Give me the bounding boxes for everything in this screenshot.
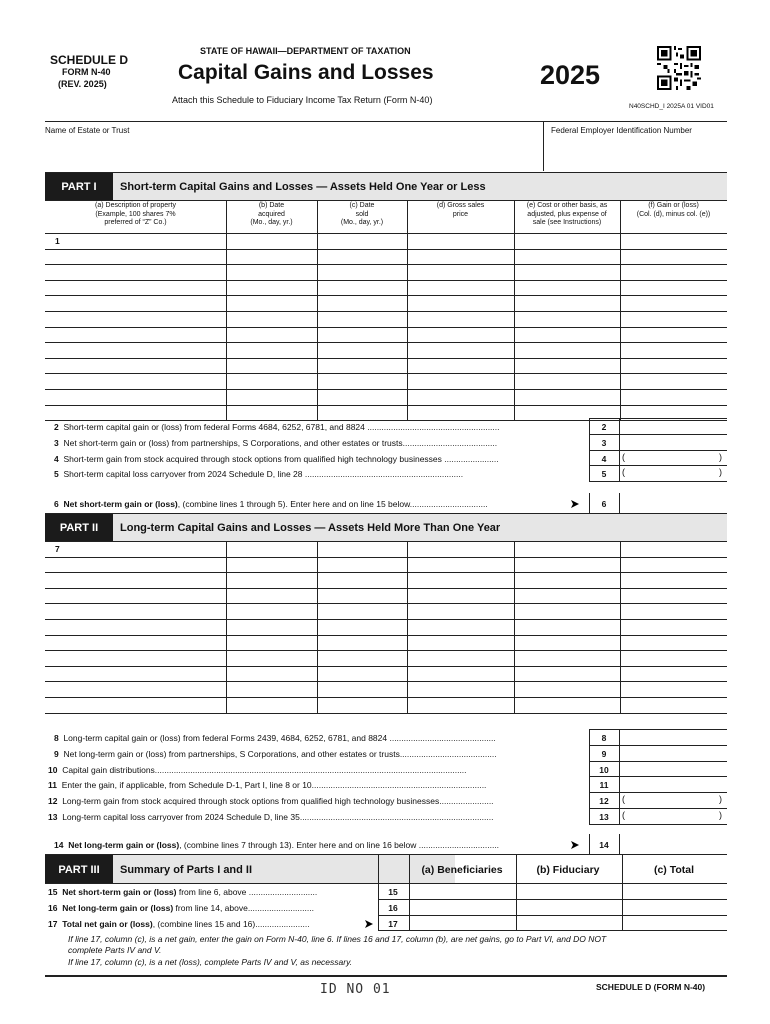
part2-cell-r8-ce[interactable] (515, 651, 619, 666)
part1-cell-r10-cd[interactable] (408, 374, 513, 389)
schedule-label: SCHEDULE D (50, 53, 129, 67)
part1-cell-r3-ce[interactable] (515, 265, 619, 280)
part1-cell-r1-cb[interactable] (227, 234, 316, 249)
part2-cell-r8-cd[interactable] (408, 651, 513, 666)
part2-cell-r7-ca[interactable] (46, 636, 225, 651)
part2-cell-r1-cb[interactable] (227, 542, 316, 557)
part2-line-9-num: 9 (54, 748, 64, 759)
part1-cell-r12-ca[interactable] (46, 406, 225, 421)
part2-cell-r3-cb[interactable] (227, 573, 316, 588)
part3-line-17-fiduciary-field[interactable] (516, 916, 621, 931)
part2-cell-r11-cd[interactable] (408, 698, 513, 713)
part2-cell-r2-cc[interactable] (318, 558, 406, 573)
part1-cell-r3-cf[interactable] (621, 265, 726, 280)
part1-cell-r9-ce[interactable] (515, 359, 619, 374)
part3-line-16-text: from line 14, above............................ (173, 902, 314, 913)
paren-open: ( (622, 451, 625, 462)
part3-line-17-num: 17 (48, 918, 63, 929)
part1-col-head-b: (b) Date acquired (Mo., day, yr.) (250, 202, 293, 226)
part2-cell-r8-cb[interactable] (227, 651, 316, 666)
part2-line-8-text: Long-term capital gain or (loss) from federal Forms 2439, 4684, 6252, 6781, and 8824 ............................................. (63, 733, 496, 743)
part3-line-15-fiduciary-field[interactable] (516, 884, 621, 899)
part2-line-11-amount-field[interactable] (620, 777, 726, 792)
part2-cell-r1-cf[interactable] (621, 542, 726, 557)
part2-line-13-text: Long-term capital loss carryover from 2024 Schedule D, line 35.................................................................................. (62, 812, 494, 822)
line14-amount-field[interactable] (620, 835, 726, 854)
part1-cell-r4-ce[interactable] (515, 281, 619, 296)
part2-cell-r8-cc[interactable] (318, 651, 406, 666)
part2-cell-r3-cf[interactable] (621, 573, 726, 588)
form-number: FORM N-40 (62, 67, 111, 77)
part1-cell-r4-cf[interactable] (621, 281, 726, 296)
total-col-head: (c) Total (653, 863, 695, 876)
part2-cell-r10-cf[interactable] (621, 682, 726, 697)
part2-line-11-num: 11 (48, 780, 62, 791)
part1-line-3-num: 3 (54, 437, 64, 448)
part2-cell-r11-cb[interactable] (227, 698, 316, 713)
part1-cell-r7-ce[interactable] (515, 328, 619, 343)
part3-line-17-bold: Total net gain or (loss) (62, 918, 153, 929)
part2-cell-r3-cc[interactable] (318, 573, 406, 588)
part2-cell-r1-ce[interactable] (515, 542, 619, 557)
part2-line-9 (54, 749, 575, 759)
part2-line-12 (48, 796, 574, 806)
part3-line-15-num: 15 (48, 887, 63, 897)
part2-cell-r9-cd[interactable] (408, 667, 513, 682)
part1-cell-r6-ca[interactable] (46, 312, 225, 327)
part2-line-10-box-num: 10 (599, 764, 609, 775)
note-line3: If line 17, column (c), is a net (loss), complete Parts IV and V, as necessary. (68, 957, 353, 967)
part2-cell-r4-cd[interactable] (408, 589, 513, 604)
part1-cell-r7-ca[interactable] (46, 328, 225, 343)
part2-cell-r11-cc[interactable] (318, 698, 406, 713)
part1-cell-r1-cc[interactable] (318, 234, 406, 249)
part1-cell-r3-cd[interactable] (408, 265, 513, 280)
part1-cell-r1-cd[interactable] (408, 234, 513, 249)
line6 (54, 499, 488, 509)
part1-cell-r10-ce[interactable] (515, 374, 619, 389)
part1-line-5-text: Short-term capital loss carryover from 2024 Schedule D, line 28 ................................................................... (63, 469, 464, 480)
part2-cell-r6-cd[interactable] (408, 620, 513, 635)
part2-cell-r10-ce[interactable] (515, 682, 619, 697)
part3-line-16-box-num: 16 (388, 902, 398, 913)
part2-line-12-text: Long-term gain from stock acquired through stock options from qualified high technology businesses....................... (62, 796, 494, 807)
part2-line-11-text: Enter the gain, if applicable, from Schedule D-1, Part I, line 8 or 10.......................................................................... (61, 780, 487, 791)
agency-name: STATE OF HAWAII—DEPARTMENT OF TAXATION (200, 46, 411, 56)
part2-line-10-amount-field[interactable] (620, 762, 726, 777)
part1-cell-r1-ce[interactable] (515, 234, 619, 249)
part2-line-13 (48, 812, 574, 822)
part2-cell-r2-cf[interactable] (621, 558, 726, 573)
tax-year: 2025 (540, 60, 601, 90)
part1-line-3-amount-field[interactable] (620, 435, 726, 450)
part1-cell-r7-cf[interactable] (621, 328, 726, 343)
part2-cell-r10-ca[interactable] (46, 682, 225, 697)
part1-cell-r10-cf[interactable] (621, 374, 726, 389)
beneficiaries-col-head: (a) Beneficiaries (421, 863, 503, 876)
line6-num: 6 (54, 499, 59, 509)
part2-cell-r5-cf[interactable] (621, 604, 726, 619)
arrow-right-icon (570, 499, 580, 509)
part1-cell-r6-cf[interactable] (621, 312, 726, 327)
part1-cell-r12-cb[interactable] (227, 406, 316, 421)
part2-cell-r2-cd[interactable] (408, 558, 513, 573)
part1-line-4-num: 4 (54, 453, 64, 464)
part2-cell-r9-ce[interactable] (515, 667, 619, 682)
arrow-right-icon (364, 919, 374, 929)
part1-line-4-text: Short-term gain from stock acquired through stock options from qualified high technology businesses ....................... (63, 453, 499, 464)
part1-cell-r12-cd[interactable] (408, 406, 513, 421)
paren-close: ) (719, 794, 722, 805)
part2-cell-r4-cb[interactable] (227, 589, 316, 604)
part1-line-3-text: Net short-term gain or (loss) from partnerships, S Corporations, and other estates or trusts........................................ (63, 437, 498, 448)
part2-cell-r2-ce[interactable] (515, 558, 619, 573)
part1-cell-r12-cc[interactable] (318, 406, 406, 421)
fein-label: Federal Employer Identification Number (551, 126, 692, 135)
part1-cell-r8-cf[interactable] (621, 343, 726, 358)
part2-line-9-box-num: 9 (601, 748, 607, 759)
part3-line-17-text: , (combine lines 15 and 16)....................... (152, 918, 310, 929)
paren-close: ) (719, 451, 722, 462)
part2-cell-r7-cc[interactable] (318, 636, 406, 651)
part1-cell-r5-cb[interactable] (227, 296, 316, 311)
part2-line-12-amount-field[interactable] (620, 793, 726, 808)
part1-tab: PART I (45, 173, 113, 200)
part1-cell-r8-cb[interactable] (227, 343, 316, 358)
part2-cell-r5-cc[interactable] (318, 604, 406, 619)
line14-box-num: 14 (599, 840, 609, 850)
part1-cell-r8-cd[interactable] (408, 343, 513, 358)
part1-cell-r7-cd[interactable] (408, 328, 513, 343)
part1-cell-r3-cc[interactable] (318, 265, 406, 280)
footer-form-name: SCHEDULE D (FORM N-40) (596, 982, 706, 992)
line14 (54, 840, 499, 850)
part2-cell-r6-cc[interactable] (318, 620, 406, 635)
part1-cell-r2-cd[interactable] (408, 250, 513, 265)
part1-cell-r11-ce[interactable] (515, 390, 619, 405)
part1-cell-r4-ca[interactable] (46, 281, 225, 296)
part2-cell-r2-ca[interactable] (46, 558, 225, 573)
part2-cell-r5-cd[interactable] (408, 604, 513, 619)
part1-line-3-box-num: 3 (601, 437, 607, 448)
note-line1: If line 17, column (c), is a net gain, enter the gain on Form N-40, line 6. If lines 16 and 17, column (b), are net gains, go to Part VI, and DO NOT (68, 934, 607, 944)
line14-text: , (combine lines 7 through 13). Enter here and on line 16 below .................................. (179, 840, 500, 850)
part2-cell-r3-ce[interactable] (515, 573, 619, 588)
part1-line-2-box-num: 2 (601, 422, 607, 432)
part1-cell-r2-ce[interactable] (515, 250, 619, 265)
part2-line-10 (48, 765, 574, 775)
paren-open: ( (622, 467, 625, 478)
part2-line-13-num: 13 (48, 812, 63, 822)
part2-line-8-amount-field[interactable] (620, 730, 726, 745)
part1-line-number: 1 (55, 236, 60, 246)
part3-line-15-text: from line 6, above ............................. (176, 887, 318, 897)
part2-tab: PART II (45, 514, 113, 541)
part1-line-5 (54, 469, 575, 479)
part1-cell-r11-ca[interactable] (46, 390, 225, 405)
attach-instruction: Attach this Schedule to Fiduciary Income Tax Return (Form N-40) (172, 95, 433, 105)
part1-col-head-a: (a) Description of property (Example, 100 shares 7% preferred of “Z” Co.) (95, 202, 176, 226)
part3-line-15-bold: Net short-term gain or (loss) (62, 887, 177, 897)
part3-line-15 (48, 887, 317, 897)
id-number: ID NO 01 (320, 982, 391, 997)
part2-cell-r11-ce[interactable] (515, 698, 619, 713)
part2-cell-r11-cf[interactable] (621, 698, 726, 713)
part2-line-13-box-num: 13 (599, 812, 609, 822)
part1-cell-r9-cc[interactable] (318, 359, 406, 374)
part3-line-16-num: 16 (48, 902, 63, 913)
part1-line-2-text: Short-term capital gain or (loss) from federal Forms 4684, 6252, 6781, and 8824 ........................................................ (63, 422, 500, 432)
part2-cell-r3-cd[interactable] (408, 573, 513, 588)
part1-cell-r1-cf[interactable] (621, 234, 726, 249)
part1-cell-r6-ce[interactable] (515, 312, 619, 327)
part1-cell-r8-ce[interactable] (515, 343, 619, 358)
part1-line-4-box-num: 4 (601, 453, 607, 464)
part3-tab: PART III (45, 855, 113, 884)
part1-cell-r11-cf[interactable] (621, 390, 726, 405)
part1-cell-r4-cd[interactable] (408, 281, 513, 296)
part2-line-11-box-num: 11 (599, 780, 609, 791)
part1-line-4-amount-field[interactable] (620, 451, 726, 466)
part1-cell-r2-cf[interactable] (621, 250, 726, 265)
form-code: N40SCHD_I 2025A 01 VID01 (629, 103, 714, 110)
part3-line-17 (48, 919, 310, 929)
part1-cell-r9-cd[interactable] (408, 359, 513, 374)
part3-title: Summary of Parts I and II (120, 863, 253, 876)
part1-line-5-num: 5 (54, 469, 64, 480)
part2-cell-r10-cb[interactable] (227, 682, 316, 697)
estate-name-label: Name of Estate or Trust (45, 126, 130, 135)
part2-cell-r5-ce[interactable] (515, 604, 619, 619)
part3-line-16-beneficiaries-field[interactable] (410, 900, 515, 915)
part2-cell-r6-cb[interactable] (227, 620, 316, 635)
fiduciary-col-head: (b) Fiduciary (536, 863, 600, 876)
part1-cell-r7-cc[interactable] (318, 328, 406, 343)
part2-cell-r1-cc[interactable] (318, 542, 406, 557)
part2-cell-r3-ca[interactable] (46, 573, 225, 588)
part2-line-8-num: 8 (54, 733, 64, 743)
part1-line-2-num: 2 (54, 422, 64, 432)
part2-cell-r7-cd[interactable] (408, 636, 513, 651)
part1-cell-r2-cc[interactable] (318, 250, 406, 265)
estate-name-field[interactable] (45, 137, 541, 171)
part2-cell-r9-cb[interactable] (227, 667, 316, 682)
part2-cell-r5-ca[interactable] (46, 604, 225, 619)
part2-cell-r7-ce[interactable] (515, 636, 619, 651)
part2-cell-r10-cd[interactable] (408, 682, 513, 697)
note-line2: complete Parts IV and V. (68, 945, 162, 955)
part1-cell-r3-ca[interactable] (46, 265, 225, 280)
part2-line-13-amount-field[interactable] (620, 809, 726, 824)
part1-cell-r5-ce[interactable] (515, 296, 619, 311)
part1-cell-r8-cc[interactable] (318, 343, 406, 358)
part3-line-15-box-num: 15 (388, 887, 398, 897)
part1-cell-r9-cf[interactable] (621, 359, 726, 374)
part1-line-2 (54, 422, 575, 432)
part1-cell-r8-ca[interactable] (46, 343, 225, 358)
part2-cell-r11-ca[interactable] (46, 698, 225, 713)
part1-title: Short-term Capital Gains and Losses — Assets Held One Year or Less (120, 180, 486, 193)
part3-line-15-total-field[interactable] (622, 884, 727, 899)
paren-close: ) (719, 467, 722, 478)
paren-close: ) (719, 810, 722, 820)
part1-cell-r9-ca[interactable] (46, 359, 225, 374)
part1-cell-r4-cb[interactable] (227, 281, 316, 296)
part2-cell-r10-cc[interactable] (318, 682, 406, 697)
part1-cell-r10-cb[interactable] (227, 374, 316, 389)
part1-col-head-e: (e) Cost or other basis, as adjusted, plus expense of sale (see Instructions) (526, 202, 608, 226)
paren-open: ( (622, 810, 625, 820)
line6-bold: Net short-term gain or (loss) (63, 499, 178, 509)
part3-line-16-bold: Net long-term gain or (loss) (62, 902, 174, 913)
part1-cell-r1-ca[interactable] (46, 234, 225, 249)
arrow-right-icon (570, 840, 580, 850)
fein-field[interactable] (551, 137, 726, 171)
qr-code-icon (657, 46, 701, 90)
part3-line-16 (48, 903, 314, 913)
part1-cell-r4-cc[interactable] (318, 281, 406, 296)
part2-line-9-amount-field[interactable] (620, 746, 726, 761)
part1-cell-r11-cb[interactable] (227, 390, 316, 405)
part1-cell-r2-cb[interactable] (227, 250, 316, 265)
part2-cell-r8-ca[interactable] (46, 651, 225, 666)
part2-line-12-num: 12 (48, 796, 63, 807)
part1-cell-r9-cb[interactable] (227, 359, 316, 374)
part1-cell-r3-cb[interactable] (227, 265, 316, 280)
part1-cell-r6-cd[interactable] (408, 312, 513, 327)
part1-cell-r5-cc[interactable] (318, 296, 406, 311)
part3-line-17-box-num: 17 (388, 918, 398, 929)
part3-line-15-beneficiaries-field[interactable] (410, 884, 515, 899)
part2-cell-r8-cf[interactable] (621, 651, 726, 666)
line6-amount-field[interactable] (620, 494, 726, 513)
part1-line-5-amount-field[interactable] (620, 466, 726, 481)
part2-cell-r4-cc[interactable] (318, 589, 406, 604)
part2-line-8-box-num: 8 (601, 733, 607, 743)
part2-line-10-num: 10 (48, 764, 63, 775)
part2-line-12-box-num: 12 (599, 796, 609, 807)
part1-header (45, 172, 727, 200)
part1-cell-r2-ca[interactable] (46, 250, 225, 265)
part1-cell-r7-cb[interactable] (227, 328, 316, 343)
part2-cell-r1-ca[interactable] (46, 542, 225, 557)
part2-cell-r4-ca[interactable] (46, 589, 225, 604)
part2-cell-r9-cc[interactable] (318, 667, 406, 682)
line6-box-num: 6 (601, 499, 607, 509)
part3-header (45, 854, 727, 884)
part2-line-8 (54, 733, 575, 743)
part2-line-number: 7 (55, 544, 60, 554)
part1-col-head-d: (d) Gross sales price (436, 202, 485, 218)
part2-cell-r9-cf[interactable] (621, 667, 726, 682)
page-title: Capital Gains and Losses (178, 61, 434, 84)
part1-line-2-amount-field[interactable] (620, 419, 726, 434)
part1-cell-r6-cb[interactable] (227, 312, 316, 327)
part1-line-4 (54, 454, 575, 464)
part2-cell-r2-cb[interactable] (227, 558, 316, 573)
part1-cell-r10-cc[interactable] (318, 374, 406, 389)
part2-line-11 (48, 780, 574, 790)
part2-header (45, 513, 727, 541)
line6-text: , (combine lines 1 through 5). Enter here and on line 15 below................................. (177, 499, 488, 509)
line14-num: 14 (54, 840, 64, 850)
part2-cell-r1-cd[interactable] (408, 542, 513, 557)
part2-cell-r7-cf[interactable] (621, 636, 726, 651)
part1-cell-r5-cf[interactable] (621, 296, 726, 311)
part2-cell-r5-cb[interactable] (227, 604, 316, 619)
part2-line-10-text: Capital gain distributions.................................................................................................................................... (62, 764, 467, 775)
part1-col-head-c: (c) Date sold (Mo., day, yr.) (340, 202, 384, 226)
part1-line-5-box-num: 5 (601, 469, 607, 480)
revision: (REV. 2025) (58, 79, 107, 89)
part3-line-17-beneficiaries-field[interactable] (410, 916, 515, 931)
part1-cell-r5-ca[interactable] (46, 296, 225, 311)
part2-cell-r4-ce[interactable] (515, 589, 619, 604)
part2-cell-r7-cb[interactable] (227, 636, 316, 651)
part1-line-3 (54, 438, 575, 448)
part2-cell-r9-ca[interactable] (46, 667, 225, 682)
part2-cell-r6-cf[interactable] (621, 620, 726, 635)
part2-cell-r6-ca[interactable] (46, 620, 225, 635)
part1-cell-r11-cd[interactable] (408, 390, 513, 405)
part3-line-16-fiduciary-field[interactable] (516, 900, 621, 915)
line14-bold: Net long-term gain or (loss) (68, 840, 180, 850)
part1-cell-r11-cc[interactable] (318, 390, 406, 405)
part1-cell-r6-cc[interactable] (318, 312, 406, 327)
part2-title: Long-term Capital Gains and Losses — Assets Held More Than One Year (120, 521, 501, 534)
paren-open: ( (622, 794, 625, 805)
part3-line-16-total-field[interactable] (622, 900, 727, 915)
part2-cell-r6-ce[interactable] (515, 620, 619, 635)
part1-col-head-f: (f) Gain or (loss) (Col. (d), minus col. (e)) (636, 202, 711, 218)
part2-line-9-text: Net long-term gain or (loss) from partnerships, S Corporations, and other estates or trusts......................................... (63, 748, 497, 759)
part2-cell-r4-cf[interactable] (621, 589, 726, 604)
part1-cell-r10-ca[interactable] (46, 374, 225, 389)
part3-line-17-total-field[interactable] (622, 916, 727, 931)
part1-cell-r5-cd[interactable] (408, 296, 513, 311)
